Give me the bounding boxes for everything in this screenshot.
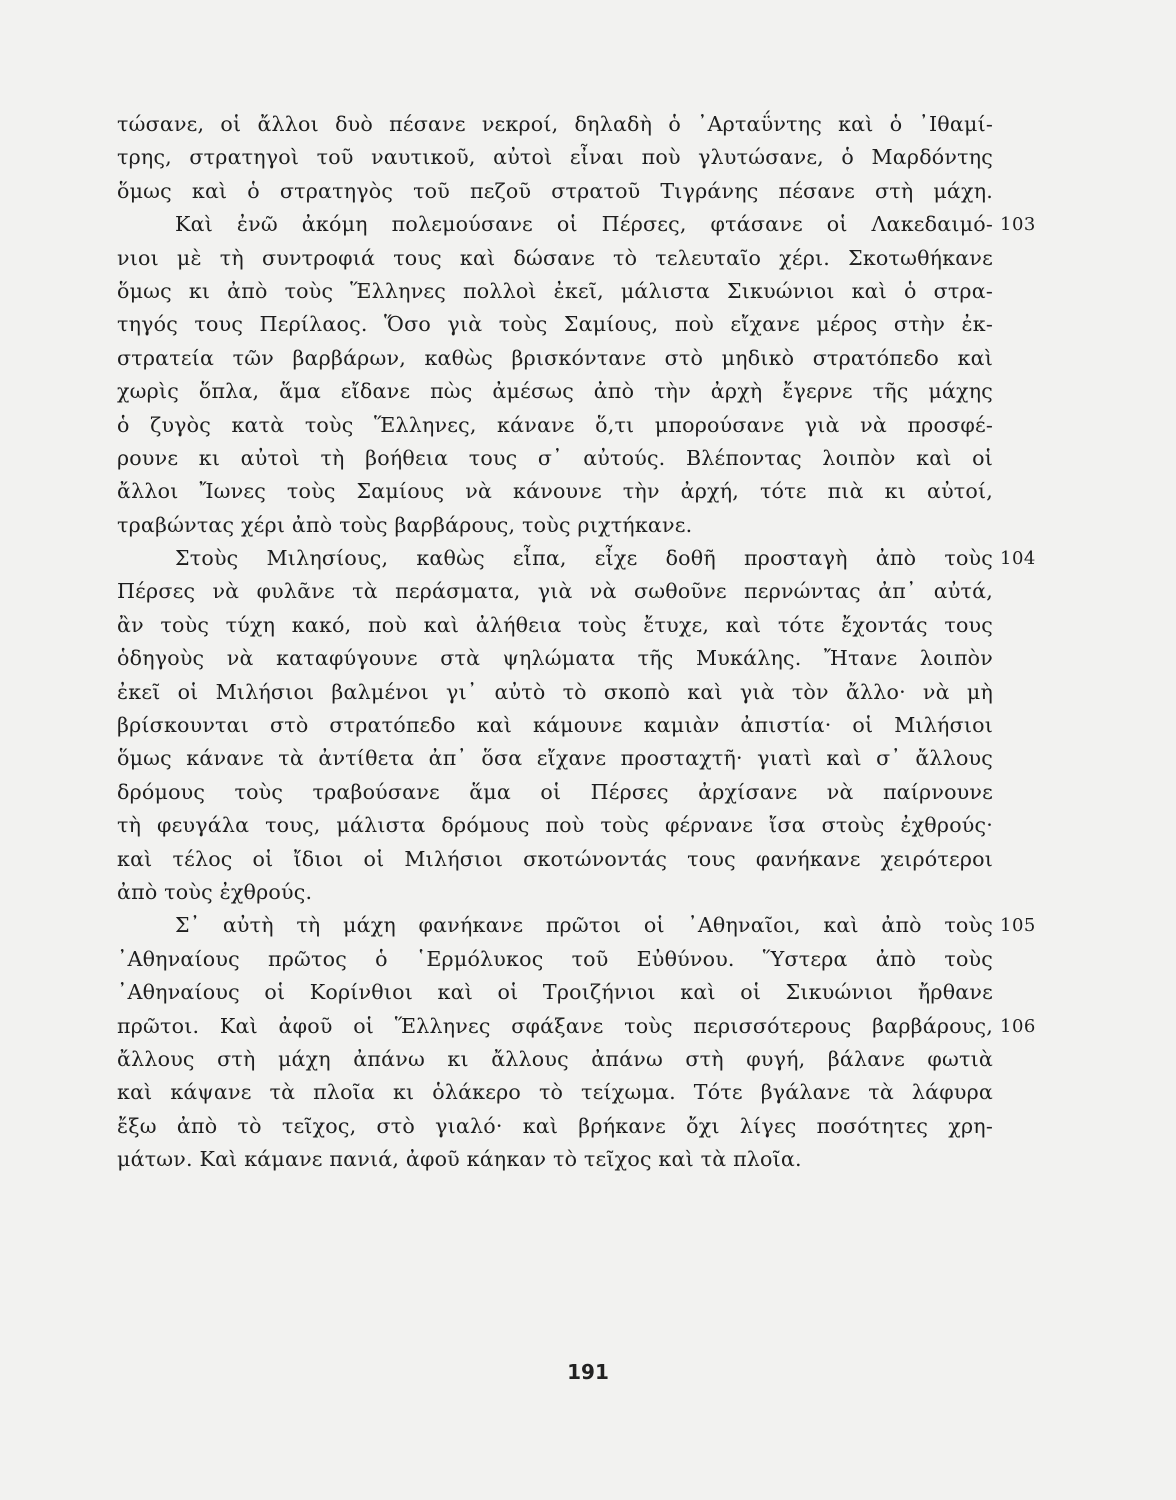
- text-line: βρίσκουνται στὸ στρατόπεδο καὶ κάμουνε καμιὰν ἀπιστία· οἱ Μιλήσιοι: [117, 713, 993, 738]
- text-line: Πέρσες νὰ φυλᾶνε τὰ περάσματα, γιὰ νὰ σωθοῦνε περνώντας ἀπ᾿ αὐτά,: [117, 579, 993, 604]
- line-text: Σ᾿ αὐτὴ τὴ μάχη φανήκανε πρῶτοι οἱ ᾿Αθηναῖοι, καὶ ἀπὸ τοὺς: [175, 913, 993, 938]
- text-line: ὅμως κάνανε τὰ ἀντίθετα ἀπ᾿ ὅσα εἴχανε προσταχτῆ· γιατὶ καὶ σ᾿ ἄλλους: [117, 746, 993, 771]
- text-line: καὶ κάψανε τὰ πλοῖα κι ὁλάκερο τὸ τείχωμα. Τότε βγάλανε τὰ λάφυρα: [117, 1080, 993, 1105]
- text-line: ἄλλους στὴ μάχη ἀπάνω κι ἄλλους ἀπάνω στὴ φυγή, βάλανε φωτιὰ: [117, 1046, 993, 1071]
- text-line: τρης, στρατηγοὶ τοῦ ναυτικοῦ, αὐτοὶ εἶναι ποὺ γλυτώσανε, ὁ Μαρδόντης: [117, 145, 993, 170]
- text-line: ἀπὸ τοὺς ἐχθρούς.: [117, 879, 313, 904]
- margin-section-number: 105: [1000, 915, 1036, 937]
- text-line: ὁ ζυγὸς κατὰ τοὺς Ἕλληνες, κάνανε ὅ,τι μπορούσανε γιὰ νὰ προσφέ-: [117, 412, 993, 437]
- text-line: χωρὶς ὅπλα, ἅμα εἴδανε πὼς ἀμέσως ἀπὸ τὴν ἀρχὴ ἔγερνε τῆς μάχης: [117, 379, 993, 404]
- text-line: τὴ φευγάλα τους, μάλιστα δρόμους ποὺ τοὺς φέρνανε ἴσα στοὺς ἐχθρούς·: [117, 813, 993, 838]
- line-text: πρῶτοι. Καὶ ἀφοῦ οἱ Ἕλληνες σφάξανε τοὺς περισσότερους βαρβάρους,: [117, 1013, 993, 1038]
- text-line: [117, 909, 1036, 942]
- text-line: τώσανε, οἱ ἄλλοι δυὸ πέσανε νεκροί, δηλαδὴ ὁ ᾿Αρταΰντης καὶ ὁ ᾿Ιθαμί-: [117, 112, 993, 136]
- margin-section-number: 103: [1000, 214, 1036, 236]
- text-line: ἐκεῖ οἱ Μιλήσιοι βαλμένοι γι᾿ αὐτὸ τὸ σκοπὸ καὶ γιὰ τὸν ἄλλο· νὰ μὴ: [117, 679, 993, 704]
- text-line: ὅμως κι ἀπὸ τοὺς Ἕλληνες πολλοὶ ἐκεῖ, μάλιστα Σικυώνιοι καὶ ὁ στρα-: [117, 278, 993, 303]
- text-line: νιοι μὲ τὴ συντροφιά τους καὶ δώσανε τὸ τελευταῖο χέρι. Σκοτωθήκανε: [117, 245, 993, 270]
- text-line: ᾿Αθηναίους πρῶτος ὁ ῾Ερμόλυκος τοῦ Εὐθύνου. Ὕστερα ἀπὸ τοὺς: [117, 946, 993, 971]
- text-line: τηγός τους Περίλαος. Ὅσο γιὰ τοὺς Σαμίους, ποὺ εἴχανε μέρος στὴν ἐκ-: [117, 312, 993, 337]
- text-line: τραβώντας χέρι ἀπὸ τοὺς βαρβάρους, τοὺς ριχτήκανε.: [117, 512, 693, 537]
- text-line: καὶ τέλος οἱ ἴδιοι οἱ Μιλήσιοι σκοτώνοντάς τους φανήκανε χειρότεροι: [117, 846, 993, 871]
- text-line: ᾿Αθηναίους οἱ Κορίνθιοι καὶ οἱ Τροιζήνιοι καὶ οἱ Σικυώνιοι ἤρθανε: [117, 980, 993, 1005]
- text-line: ὅμως καὶ ὁ στρατηγὸς τοῦ πεζοῦ στρατοῦ Τιγράνης πέσανε στὴ μάχη.: [117, 178, 993, 203]
- text-line: ἄλλοι Ἴωνες τοὺς Σαμίους νὰ κάνουνε τὴν ἀρχή, τότε πιὰ κι αὐτοί,: [117, 479, 993, 504]
- line-text: Στοὺς Μιλησίους, καθὼς εἶπα, εἶχε δοθῆ προσταγὴ ἀπὸ τοὺς: [175, 546, 993, 571]
- text-line: [117, 542, 1036, 575]
- text-line: ἂν τοὺς τύχη κακό, ποὺ καὶ ἀλήθεια τοὺς ἔτυχε, καὶ τότε ἔχοντάς τους: [117, 612, 993, 637]
- line-text: Καὶ ἐνῶ ἀκόμη πολεμούσανε οἱ Πέρσες, φτάσανε οἱ Λακεδαιμό-: [175, 212, 993, 237]
- page-number: 191: [567, 1360, 609, 1384]
- text-line: [117, 1010, 1036, 1043]
- text-line: ρουνε κι αὐτοὶ τὴ βοήθεια τους σ᾿ αὐτούς. Βλέποντας λοιπὸν καὶ οἱ: [117, 445, 993, 470]
- text-line: ἔξω ἀπὸ τὸ τεῖχος, στὸ γιαλό· καὶ βρήκανε ὄχι λίγες ποσότητες χρη-: [117, 1113, 993, 1138]
- text-line: ὁδηγοὺς νὰ καταφύγουνε στὰ ψηλώματα τῆς Μυκάλης. Ἤτανε λοιπὸν: [117, 646, 993, 671]
- text-body: [117, 108, 1036, 1177]
- text-line: στρατεία τῶν βαρβάρων, καθὼς βρισκόντανε στὸ μηδικὸ στρατόπεδο καὶ: [117, 345, 993, 370]
- text-line: [117, 208, 1036, 241]
- margin-section-number: 104: [1000, 548, 1036, 570]
- margin-section-number: 106: [1000, 1015, 1036, 1037]
- text-line: δρόμους τοὺς τραβούσανε ἅμα οἱ Πέρσες ἀρχίσανε νὰ παίρνουνε: [117, 779, 993, 804]
- text-line: μάτων. Καὶ κάμανε πανιά, ἀφοῦ κάηκαν τὸ τεῖχος καὶ τὰ πλοῖα.: [117, 1147, 802, 1172]
